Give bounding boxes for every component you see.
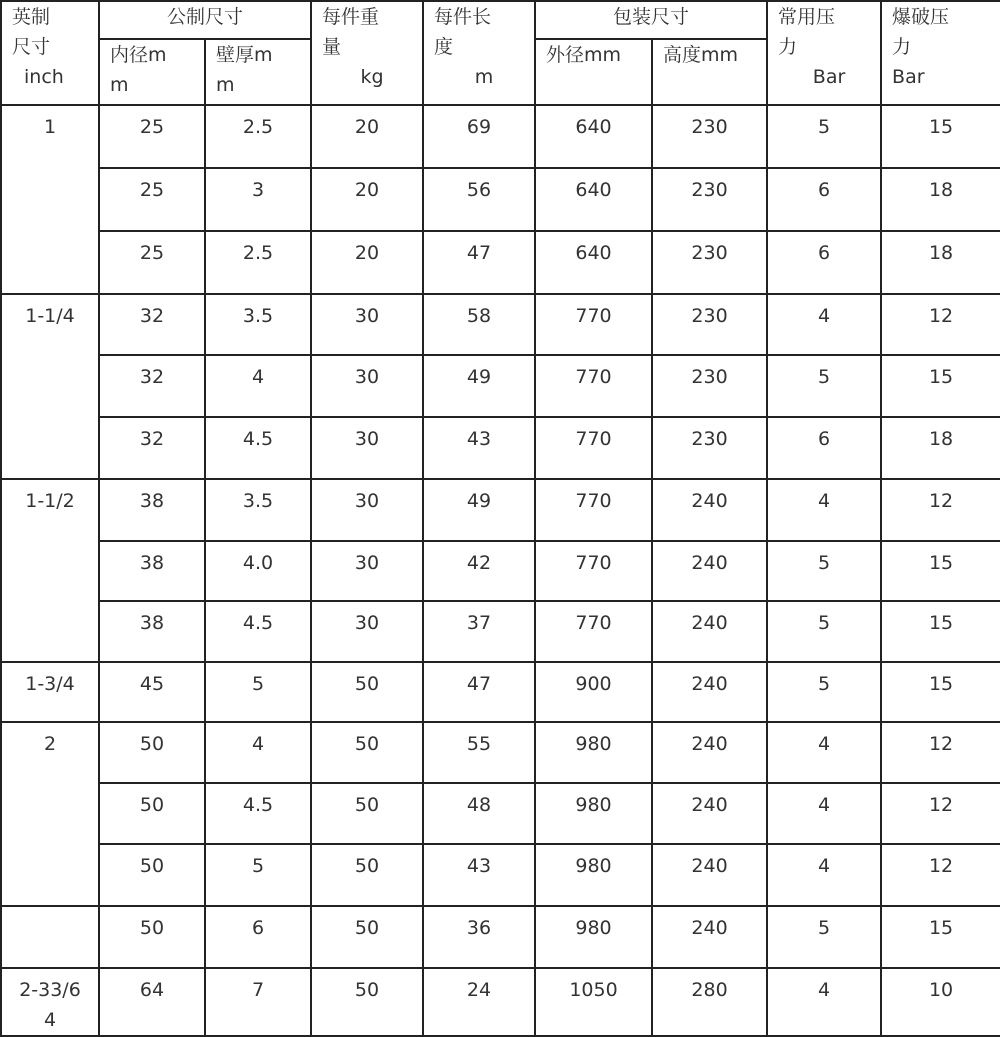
cell-working-pressure: 4: [767, 722, 881, 783]
cell-height: 240: [652, 783, 767, 844]
cell-weight: 50: [311, 783, 423, 844]
cell-outer-diameter: 1050: [535, 968, 652, 1036]
cell-burst-pressure: 15: [881, 355, 1000, 417]
table-row: [1, 906, 1000, 968]
header-height: 高度mm: [652, 39, 767, 105]
cell-burst-pressure: 15: [881, 601, 1000, 661]
header-inch-size: 英制 尺寸 inch: [1, 1, 99, 105]
cell-burst-pressure: 12: [881, 479, 1000, 541]
cell-wall-thickness: 4.5: [205, 601, 311, 661]
cell-burst-pressure: 12: [881, 722, 1000, 783]
cell-inner-diameter: 32: [99, 294, 205, 355]
cell-inner-diameter: 25: [99, 105, 205, 168]
cell-outer-diameter: 980: [535, 783, 652, 844]
cell-inch-size: 2: [1, 722, 99, 906]
table-row: [1, 231, 1000, 294]
cell-outer-diameter: 900: [535, 662, 652, 722]
cell-wall-thickness: 5: [205, 844, 311, 906]
cell-working-pressure: 6: [767, 417, 881, 479]
cell-length: 43: [423, 844, 535, 906]
cell-height: 230: [652, 355, 767, 417]
cell-length: 37: [423, 601, 535, 661]
cell-burst-pressure: 12: [881, 294, 1000, 355]
cell-outer-diameter: 770: [535, 541, 652, 601]
cell-height: 240: [652, 722, 767, 783]
table-row: [1, 783, 1000, 844]
table-row: [1, 541, 1000, 601]
cell-working-pressure: 4: [767, 294, 881, 355]
cell-weight: 50: [311, 662, 423, 722]
cell-working-pressure: 4: [767, 844, 881, 906]
cell-working-pressure: 6: [767, 231, 881, 294]
cell-wall-thickness: 5: [205, 662, 311, 722]
cell-length: 42: [423, 541, 535, 601]
cell-inch-size: 1-1/2: [1, 479, 99, 661]
cell-length: 48: [423, 783, 535, 844]
header-metric-size: 公制尺寸: [99, 1, 311, 39]
table-row: [1, 662, 1000, 722]
cell-length: 69: [423, 105, 535, 168]
cell-height: 230: [652, 417, 767, 479]
table-row: [1, 844, 1000, 906]
cell-inner-diameter: 25: [99, 168, 205, 231]
cell-length: 58: [423, 294, 535, 355]
cell-wall-thickness: 4: [205, 722, 311, 783]
cell-height: 230: [652, 231, 767, 294]
cell-length: 55: [423, 722, 535, 783]
table-row: [1, 479, 1000, 541]
cell-inner-diameter: 45: [99, 662, 205, 722]
table-row: [1, 105, 1000, 168]
cell-length: 56: [423, 168, 535, 231]
cell-inner-diameter: 38: [99, 541, 205, 601]
cell-outer-diameter: 640: [535, 231, 652, 294]
cell-outer-diameter: 770: [535, 479, 652, 541]
cell-burst-pressure: 15: [881, 541, 1000, 601]
cell-length: 47: [423, 662, 535, 722]
cell-height: 240: [652, 541, 767, 601]
cell-outer-diameter: 770: [535, 601, 652, 661]
cell-working-pressure: 4: [767, 479, 881, 541]
cell-weight: 30: [311, 417, 423, 479]
cell-weight: 20: [311, 168, 423, 231]
cell-height: 240: [652, 844, 767, 906]
cell-weight: 30: [311, 479, 423, 541]
cell-length: 24: [423, 968, 535, 1036]
cell-height: 240: [652, 601, 767, 661]
cell-weight: 50: [311, 968, 423, 1036]
cell-wall-thickness: 2.5: [205, 105, 311, 168]
cell-working-pressure: 5: [767, 906, 881, 968]
cell-outer-diameter: 770: [535, 355, 652, 417]
cell-outer-diameter: 980: [535, 844, 652, 906]
cell-length: 49: [423, 479, 535, 541]
cell-weight: 30: [311, 601, 423, 661]
header-outer-diameter: 外径mm: [535, 39, 652, 105]
header-wall-thickness: 壁厚m m: [205, 39, 311, 105]
cell-wall-thickness: 6: [205, 906, 311, 968]
cell-outer-diameter: 980: [535, 906, 652, 968]
cell-height: 230: [652, 168, 767, 231]
cell-burst-pressure: 18: [881, 417, 1000, 479]
cell-weight: 50: [311, 844, 423, 906]
cell-height: 240: [652, 662, 767, 722]
cell-weight: 30: [311, 355, 423, 417]
cell-wall-thickness: 4.0: [205, 541, 311, 601]
cell-wall-thickness: 4: [205, 355, 311, 417]
cell-inner-diameter: 38: [99, 601, 205, 661]
cell-inch-size: [1, 906, 99, 968]
cell-burst-pressure: 15: [881, 906, 1000, 968]
cell-weight: 50: [311, 722, 423, 783]
cell-height: 230: [652, 294, 767, 355]
cell-working-pressure: 5: [767, 601, 881, 661]
cell-length: 49: [423, 355, 535, 417]
cell-weight: 50: [311, 906, 423, 968]
header-burst-pressure: 爆破压 力 Bar: [881, 1, 1000, 105]
cell-burst-pressure: 15: [881, 662, 1000, 722]
cell-wall-thickness: 4.5: [205, 417, 311, 479]
cell-inner-diameter: 32: [99, 355, 205, 417]
cell-outer-diameter: 770: [535, 294, 652, 355]
table-row: [1, 168, 1000, 231]
cell-inner-diameter: 64: [99, 968, 205, 1036]
cell-length: 43: [423, 417, 535, 479]
cell-wall-thickness: 3: [205, 168, 311, 231]
cell-wall-thickness: 3.5: [205, 294, 311, 355]
cell-working-pressure: 6: [767, 168, 881, 231]
cell-wall-thickness: 4.5: [205, 783, 311, 844]
cell-outer-diameter: 640: [535, 105, 652, 168]
cell-working-pressure: 4: [767, 783, 881, 844]
header-row: [1, 1, 1000, 39]
cell-inner-diameter: 50: [99, 722, 205, 783]
table-row: [1, 601, 1000, 661]
cell-wall-thickness: 3.5: [205, 479, 311, 541]
cell-inch-size: 1: [1, 105, 99, 294]
header-length: 每件长 度 m: [423, 1, 535, 105]
cell-weight: 30: [311, 541, 423, 601]
cell-weight: 20: [311, 231, 423, 294]
cell-inch-size: 1-3/4: [1, 662, 99, 722]
table-row: [1, 968, 1000, 1036]
cell-wall-thickness: 2.5: [205, 231, 311, 294]
cell-inner-diameter: 32: [99, 417, 205, 479]
table-row: [1, 722, 1000, 783]
cell-inner-diameter: 50: [99, 783, 205, 844]
header-package-size: 包装尺寸: [535, 1, 767, 39]
cell-burst-pressure: 10: [881, 968, 1000, 1036]
cell-weight: 30: [311, 294, 423, 355]
cell-burst-pressure: 12: [881, 844, 1000, 906]
cell-inner-diameter: 25: [99, 231, 205, 294]
cell-inner-diameter: 50: [99, 844, 205, 906]
cell-burst-pressure: 18: [881, 168, 1000, 231]
cell-weight: 20: [311, 105, 423, 168]
cell-length: 36: [423, 906, 535, 968]
cell-working-pressure: 5: [767, 105, 881, 168]
cell-outer-diameter: 640: [535, 168, 652, 231]
cell-inch-size: 2-33/64: [1, 968, 99, 1036]
cell-outer-diameter: 770: [535, 417, 652, 479]
cell-working-pressure: 5: [767, 355, 881, 417]
cell-height: 240: [652, 479, 767, 541]
cell-height: 240: [652, 906, 767, 968]
cell-burst-pressure: 12: [881, 783, 1000, 844]
table-row: [1, 294, 1000, 355]
cell-burst-pressure: 18: [881, 231, 1000, 294]
cell-inch-size: 1-1/4: [1, 294, 99, 479]
cell-height: 230: [652, 105, 767, 168]
header-working-pressure: 常用压 力 Bar: [767, 1, 881, 105]
cell-outer-diameter: 980: [535, 722, 652, 783]
cell-height: 280: [652, 968, 767, 1036]
cell-working-pressure: 5: [767, 662, 881, 722]
cell-length: 47: [423, 231, 535, 294]
header-inner-diameter: 内径m m: [99, 39, 205, 105]
cell-inner-diameter: 38: [99, 479, 205, 541]
cell-burst-pressure: 15: [881, 105, 1000, 168]
cell-inner-diameter: 50: [99, 906, 205, 968]
table-row: [1, 417, 1000, 479]
header-weight: 每件重 量 kg: [311, 1, 423, 105]
cell-working-pressure: 5: [767, 541, 881, 601]
cell-wall-thickness: 7: [205, 968, 311, 1036]
cell-working-pressure: 4: [767, 968, 881, 1036]
table-row: [1, 355, 1000, 417]
